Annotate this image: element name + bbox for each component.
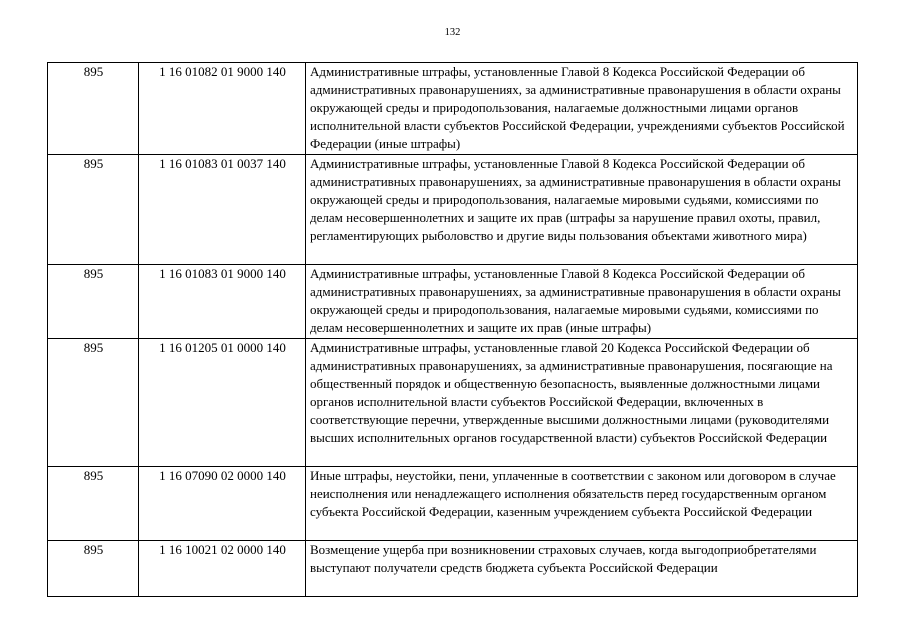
revenue-code-cell: 1 16 01083 01 9000 140 — [139, 265, 306, 339]
revenue-code-cell: 1 16 10021 02 0000 140 — [139, 541, 306, 597]
table-row — [48, 265, 858, 339]
table-row — [48, 155, 858, 265]
revenue-code-cell: 1 16 01082 01 9000 140 — [139, 63, 306, 155]
table-row — [48, 541, 858, 597]
revenue-code-cell: 1 16 01205 01 0000 140 — [139, 339, 306, 467]
table-row — [48, 339, 858, 467]
table-row — [48, 63, 858, 155]
revenue-name-cell: Административные штрафы, установленные Главой 8 Кодекса Российской Федерации об административных правонарушениях, за административные правонарушения в области охраны окружающей среды и природопользования, налагаемые мировыми судьями, комиссиями по делам несовершеннолетних и защите их прав (иные штрафы) — [306, 265, 858, 339]
budget-codes-table — [47, 62, 858, 597]
revenue-code-cell: 1 16 07090 02 0000 140 — [139, 467, 306, 541]
administrator-code-cell: 895 — [48, 63, 139, 155]
revenue-name-cell: Административные штрафы, установленные главой 20 Кодекса Российской Федерации об административных правонарушениях, за административные правонарушения, посягающие на общественный порядок и общественную безопасность, выявленные должностными лицами органов исполнительной власти субъектов Российской Федерации, включенных в соответствующие перечни, утвержденные высшими должностными лицами (руководителями высших исполнительных органов государственной власти) субъектов Российской Федерации — [306, 339, 858, 467]
revenue-name-cell: Административные штрафы, установленные Главой 8 Кодекса Российской Федерации об административных правонарушениях, за административные правонарушения в области охраны окружающей среды и природопользования, налагаемые мировыми судьями, комиссиями по делам несовершеннолетних и защите их прав (штрафы за нарушение правил охоты, правил, регламентирующих рыболовство и другие виды пользования объектами животного мира) — [306, 155, 858, 265]
page-number: 132 — [444, 27, 461, 38]
revenue-name-cell: Иные штрафы, неустойки, пени, уплаченные в соответствии с законом или договором в случае неисполнения или ненадлежащего исполнения обязательств перед государственным органом субъекта Российской Федерации, казенным учреждением субъекта Российской Федерации — [306, 467, 858, 541]
revenue-name-cell: Возмещение ущерба при возникновении страховых случаев, когда выгодоприобретателями выступают получатели средств бюджета субъекта Российской Федерации — [306, 541, 858, 597]
administrator-code-cell: 895 — [48, 155, 139, 265]
table-row — [48, 467, 858, 541]
administrator-code-cell: 895 — [48, 541, 139, 597]
revenue-code-cell: 1 16 01083 01 0037 140 — [139, 155, 306, 265]
administrator-code-cell: 895 — [48, 265, 139, 339]
revenue-name-cell: Административные штрафы, установленные Главой 8 Кодекса Российской Федерации об административных правонарушениях, за административные правонарушения в области охраны окружающей среды и природопользования, налагаемые должностными лицами органов исполнительной власти субъектов Российской Федерации, учреждениями субъектов Российской Федерации (иные штрафы) — [306, 63, 858, 155]
administrator-code-cell: 895 — [48, 467, 139, 541]
administrator-code-cell: 895 — [48, 339, 139, 467]
